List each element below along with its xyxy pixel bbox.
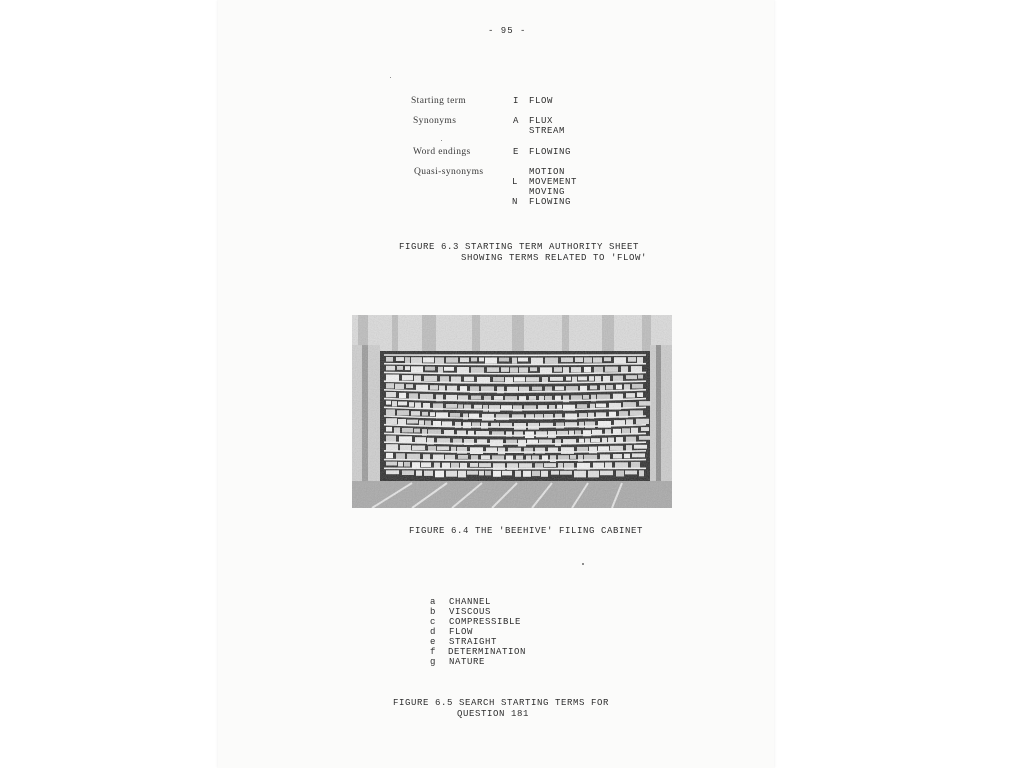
term-movement: MOVEMENT xyxy=(529,177,578,187)
term-flowing: FLOWING xyxy=(529,147,572,157)
figure-6-4-caption: FIGURE 6.4 THE 'BEEHIVE' FILING CABINET xyxy=(409,526,644,536)
list-item-letter: d xyxy=(430,627,437,637)
list-item-letter: e xyxy=(430,637,437,647)
list-item-letter: b xyxy=(430,607,437,617)
list-item-letter: c xyxy=(430,617,437,627)
list-item-letter: a xyxy=(430,597,437,607)
scan-speck xyxy=(390,77,391,78)
row-code-starting-term: I xyxy=(513,96,520,106)
list-item-term: NATURE xyxy=(449,657,486,667)
list-item-term: FLOW xyxy=(449,627,474,637)
term-moving: MOVING xyxy=(529,187,566,197)
row-code-flowing: N xyxy=(512,197,519,207)
list-item-letter: f xyxy=(430,647,437,657)
figure-6-5-caption-line-2: QUESTION 181 xyxy=(457,709,530,719)
row-code-word-endings: E xyxy=(513,147,520,157)
row-label-word-endings: Word endings xyxy=(413,147,471,157)
list-item-term: CHANNEL xyxy=(449,597,492,607)
term-stream: STREAM xyxy=(529,126,566,136)
term-flowing-quasi: FLOWING xyxy=(529,197,572,207)
term-flow: FLOW xyxy=(529,96,554,106)
figure-6-3-caption-line-1: FIGURE 6.3 STARTING TERM AUTHORITY SHEET xyxy=(399,242,640,252)
list-item-term: STRAIGHT xyxy=(449,637,498,647)
term-motion: MOTION xyxy=(529,167,566,177)
row-code-movement: L xyxy=(512,177,519,187)
beehive-cabinet-photo xyxy=(352,315,672,508)
scan-speck xyxy=(582,563,584,565)
list-item-term: VISCOUS xyxy=(449,607,492,617)
figure-6-3-caption-line-2: SHOWING TERMS RELATED TO 'FLOW' xyxy=(461,253,648,263)
row-label-quasi-synonyms: Quasi-synonyms xyxy=(414,167,484,177)
list-item-term: COMPRESSIBLE xyxy=(449,617,522,627)
list-item-letter: g xyxy=(430,657,437,667)
figure-6-5-caption-line-1: FIGURE 6.5 SEARCH STARTING TERMS FOR xyxy=(393,698,610,708)
row-label-starting-term: Starting term xyxy=(411,96,467,106)
scan-speck xyxy=(441,140,442,141)
term-flux: FLUX xyxy=(529,116,554,126)
row-label-synonyms: Synonyms xyxy=(413,116,457,126)
row-code-synonyms: A xyxy=(513,116,520,126)
list-item-term: DETERMINATION xyxy=(448,647,527,657)
page-number: - 95 - xyxy=(488,26,527,36)
